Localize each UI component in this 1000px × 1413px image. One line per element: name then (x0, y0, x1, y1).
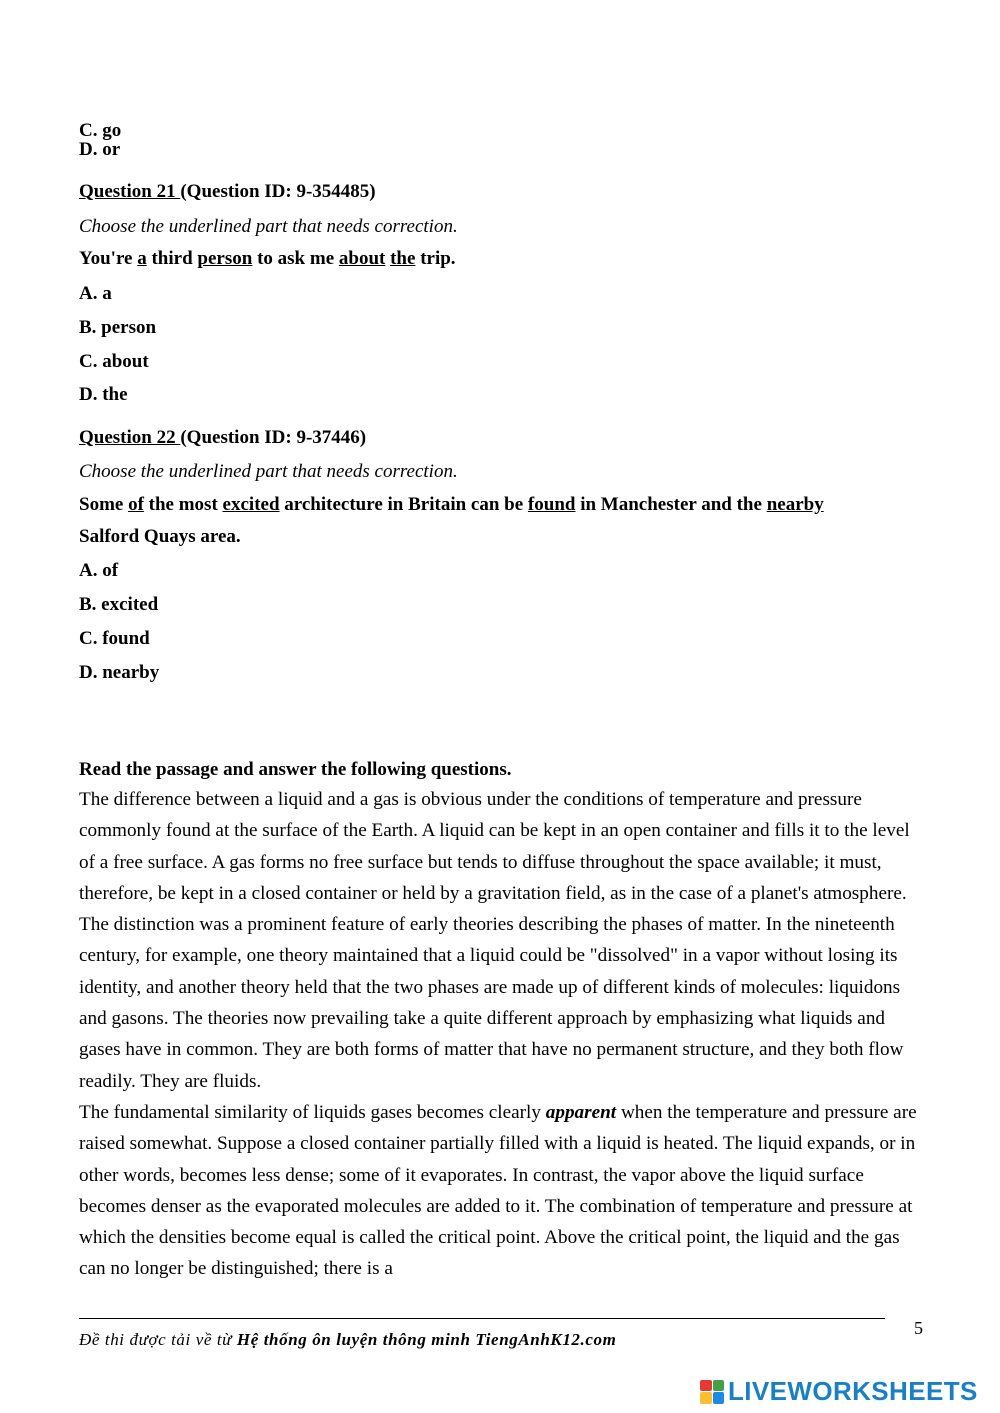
sentence-text: to ask me (252, 248, 339, 269)
sentence-text: trip. (415, 248, 456, 269)
underlined-part-d: nearby (766, 494, 824, 515)
footer-prefix: Đề thi được tải về từ (79, 1330, 237, 1349)
question-21-option-a[interactable]: A. a (79, 283, 112, 304)
question-21-id: (Question ID: 9-354485) (180, 181, 376, 202)
question-22-option-d[interactable]: D. nearby (79, 662, 160, 683)
sentence-text: the most (143, 494, 223, 515)
question-22-sentence-line-1 (79, 494, 824, 516)
sentence-text: in Manchester and the (575, 494, 767, 515)
sentence-text: Some (79, 494, 129, 515)
footer-source (79, 1330, 616, 1350)
footer-divider (79, 1318, 885, 1319)
option-d-prev: D. or (79, 139, 121, 160)
underlined-part-b: excited (222, 494, 280, 515)
question-21-title: Question 21 (79, 181, 181, 202)
question-21-option-c[interactable]: C. about (79, 351, 149, 372)
underlined-part-c: about (338, 248, 386, 269)
sentence-text: You're (79, 248, 138, 269)
question-22-header (79, 427, 366, 449)
question-21-option-b[interactable]: B. person (79, 317, 157, 338)
reading-passage (79, 784, 929, 1285)
underlined-part-a: a (137, 248, 147, 269)
passage-paragraph-2 (79, 1097, 929, 1285)
question-22-option-b[interactable]: B. excited (79, 594, 159, 615)
underlined-part-b: person (197, 248, 253, 269)
highlighted-word-apparent: apparent (545, 1101, 617, 1123)
question-22-option-a[interactable]: A. of (79, 560, 119, 581)
question-21-option-d[interactable]: D. the (79, 384, 128, 405)
sentence-text: architecture in Britain can be (279, 494, 528, 515)
footer-site: Hệ thống ôn luyện thông minh TiengAnhK12.com (236, 1330, 617, 1349)
logo-square (713, 1392, 725, 1404)
passage-paragraph-1: The difference between a liquid and a gas is obvious under the conditions of temperature and pressure commonly found at the surface of the Earth. A liquid can be kept in an open container and fills it to the level of a free surface. A gas forms no free surface but tends to diffuse throughout the space available; it must, therefore, be kept in a closed container or held by a gravitation field, as in the case of a planet's atmosphere. The distinction was a prominent feature of early theories describing the phases of matter. In the nineteenth century, for example, one theory maintained that a liquid could be "dissolved" in a vapor without losing its identity, and another theory held that the two phases are made up of different kinds of molecules: liquidons and gasons. The theories now prevailing take a quite different approach by emphasizing what liquids and gases have in common. They are both forms of matter that have no permanent structure, and they both flow readily. They are fluids. (79, 789, 910, 1092)
page-number: 5 (914, 1318, 923, 1338)
liveworksheets-wordmark: LIVEWORKSHEETS (728, 1376, 978, 1406)
liveworksheets-watermark (700, 1376, 978, 1407)
question-22-instruction: Choose the underlined part that needs correction. (79, 461, 458, 482)
logo-square (713, 1380, 725, 1392)
question-22-id: (Question ID: 9-37446) (180, 427, 367, 448)
question-21-sentence (79, 248, 456, 270)
underlined-part-a: of (128, 494, 144, 515)
passage-heading: Read the passage and answer the following questions. (79, 759, 512, 780)
question-21-header (79, 181, 376, 203)
sentence-text: third (146, 248, 198, 269)
passage-text: The fundamental similarity of liquids gases becomes clearly (79, 1101, 546, 1123)
underlined-part-c: found (527, 494, 576, 515)
question-21-instruction: Choose the underlined part that needs correction. (79, 216, 458, 237)
passage-text: when the temperature and pressure are raised somewhat. Suppose a closed container partially filled with a liquid is heated. The liquid expands, or in other words, becomes less dense; some of it evaporates. In contrast, the vapor above the liquid surface becomes denser as the evaporated molecules are added to it. The combination of temperature and pressure at which the densities become equal is called the critical point. Above the critical point, the liquid and the gas can no longer be distinguished; there is a (79, 1101, 917, 1280)
question-22-title: Question 22 (79, 427, 181, 448)
logo-square (700, 1392, 712, 1404)
question-22-sentence-line-2: Salford Quays area. (79, 526, 241, 547)
underlined-part-d: the (390, 248, 416, 269)
option-c-prev: C. go (79, 120, 122, 141)
liveworksheets-logo-icon (700, 1380, 724, 1404)
question-22-option-c[interactable]: C. found (79, 628, 150, 649)
logo-square (700, 1380, 712, 1392)
